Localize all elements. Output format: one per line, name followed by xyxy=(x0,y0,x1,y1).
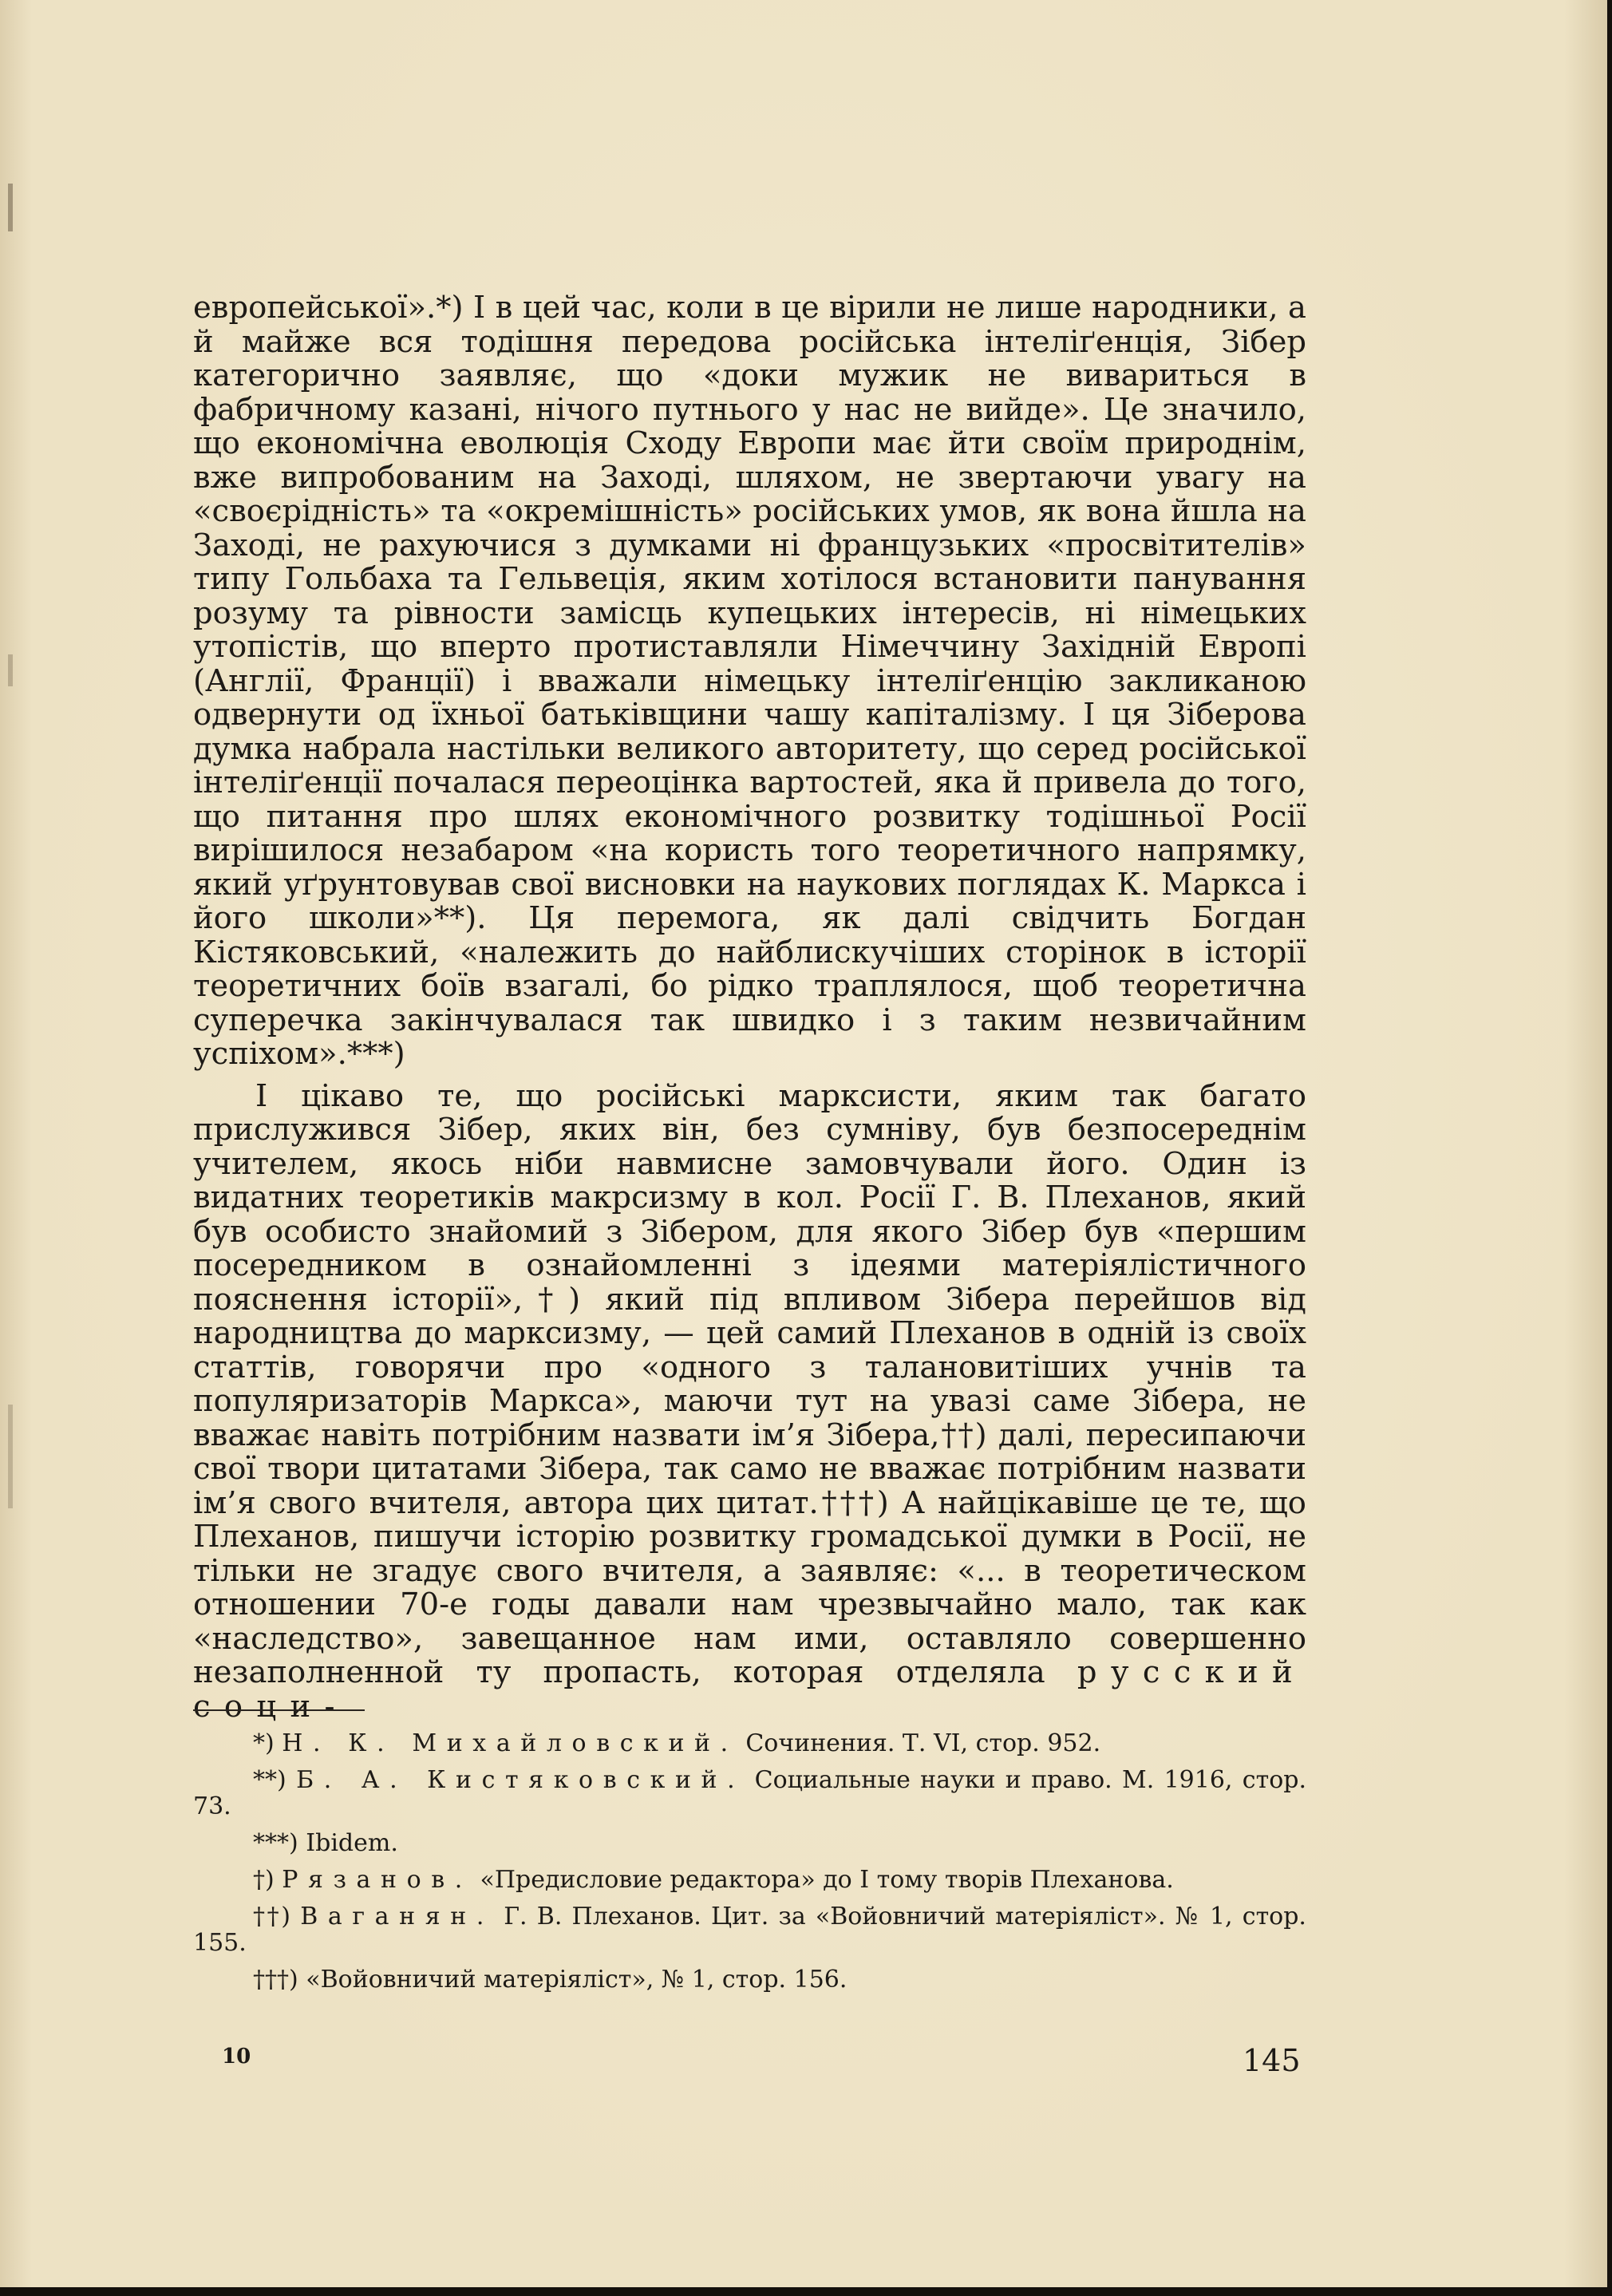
main-text xyxy=(193,291,1306,1724)
signature-mark: 10 xyxy=(222,2045,251,2069)
footnote xyxy=(193,1730,1306,1757)
footnote-author: Рязанов. xyxy=(282,1866,472,1894)
footnotes xyxy=(193,1730,1306,2003)
binding-mark xyxy=(8,184,13,231)
footnote-divider xyxy=(193,1709,365,1711)
footnote-text: «Предисловие редактора» до I тому творів Плеханова. xyxy=(480,1866,1174,1894)
footnote-text: Ibidem. xyxy=(306,1829,398,1857)
footnote xyxy=(193,1767,1306,1820)
footnote-mark: †) xyxy=(253,1866,275,1894)
paragraph-text: европейської».*) І в цей час, коли в це вірили не лише народники, а й майже вся тодішня передова російська інтеліґенція, Зібер категорично заявляє, що «доки мужик не вивариться в фабричному казані, нічого путнього у нас не вийде». Це значило, що економічна еволюція Сходу Европи має йти своїм природнім, вже випробованим на Заході, шляхом, не звертаючи увагу на «своєрідність» та «окремішність» російських умов, як вона йшла на Заході, не рахуючися з думками ні французьких «просвітителів» типу Гольбаха та Гельвеція, яким хотілося встановити панування розуму та рівности замісць купецьких інтересів, ні німецьких утопістів, що вперто протиставляли Німеччину Західній Европі (Англії, Франції) і вважали німецьку інтеліґенцію закликаною одвернути од їхньої батьківщини чашу капіталізму. І ця Зіберова думка набрала настільки великого авторитету, що серед російської інтеліґенції почалася переоцінка вартостей, яка й привела до того, що питання про шлях економічного розвитку тодішньої Росії вирішилося незабаром «на користь того теоретичного напрямку, який уґрунтовував свої висновки на наукових поглядах К. Маркса і його школи»**). Ця перемога, як далі свідчить Богдан Кістяковський, «належить до найблискучіших сторінок в історії теоретичних боїв взагалі, бо рідко траплялося, щоб теоретична суперечка закінчувалася так швидко і з таким незвичайним успіхом».***) xyxy=(193,290,1306,1072)
binding-mark xyxy=(8,654,13,686)
paragraph-text: І цікаво те, що російські марксисти, яким так багато прислужився Зібер, яких він, без сумніву, був безпосереднім учителем, якось ніби навмисне замовчували його. Один із видатних теоретиків макрсизму в кол. Росії Г. В. Плеханов, який був особисто знайомий з Зібером, для якого Зібер був «першим посередником в ознайомленні з ідеями матеріялістичного пояснення історії»,†) який під впливом Зібера перейшов від народництва до марксизму, — цей самий Плеханов в одній із своїх статтів, говорячи про «одного з талановитіших учнів та популяризаторів Маркса», маючи тут на увазі саме Зібера, не вважає навіть потрібним назвати ім’я Зібера,††) далі, пересипаючи свої твори цитатами Зібера, так само не вважає потрібним назвати ім’я свого вчителя, автора цих цитат.†††) А найцікавіше це те, що Плеханов, пишучи історію розвитку громадської думки в Росії, не тільки не згадує свого вчителя, а заявляє: «... в теоретическом отношении 70-е годы давали нам чрезвычайно мало, так как «наследство», завещанное нам ими, оставляло совершенно незаполненной ту пропасть, которая отделяла xyxy=(193,1077,1306,1690)
footnote xyxy=(193,1867,1306,1893)
footnote xyxy=(193,1830,1306,1856)
footnote-text: «Войовничий матеріяліст», № 1, стор. 156. xyxy=(306,1966,847,1994)
paragraph xyxy=(193,291,1306,1072)
page-number: 145 xyxy=(1243,2043,1301,2078)
footnote-mark: **) xyxy=(253,1766,286,1794)
footnote xyxy=(193,1903,1306,1956)
binding-mark xyxy=(8,1405,13,1508)
footnote-author: Б. А. Кистяковский. xyxy=(296,1766,745,1794)
footnote-mark: ***) xyxy=(253,1829,298,1857)
footnote-mark: †††) xyxy=(253,1966,298,1994)
spaced-emphasis: русский соци- xyxy=(193,1654,1306,1725)
footnote-author: Ваганян. xyxy=(300,1903,494,1930)
footnote-mark: ††) xyxy=(253,1903,291,1930)
paragraph xyxy=(193,1077,1306,1725)
footnote xyxy=(193,1966,1306,1993)
footnote-mark: *) xyxy=(253,1729,275,1757)
footnote-author: Н. К. Михайловский. xyxy=(282,1729,738,1757)
footnote-text: Социальные науки и право. М. 1916, стор. 73. xyxy=(193,1766,1306,1820)
footnote-text: Сочинения. Т. VI, стор. 952. xyxy=(745,1729,1101,1757)
footnote-text: Г. В. Плеханов. Цит. за «Войовничий матеріяліст». № 1, стор. 155. xyxy=(193,1903,1306,1957)
